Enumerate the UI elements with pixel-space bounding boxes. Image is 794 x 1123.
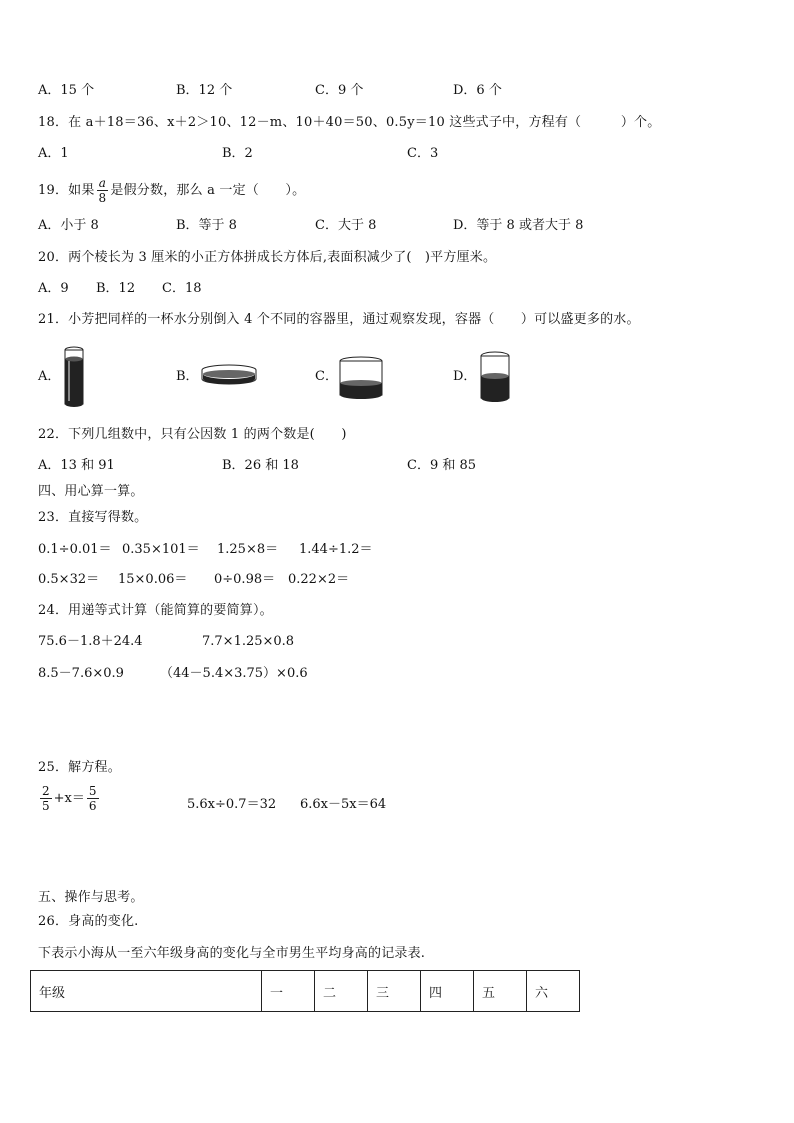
q21-option-c: C． bbox=[315, 369, 338, 384]
q24-item: 7.7×1.25×0.8 bbox=[202, 634, 295, 649]
q23-item: 0÷0.98＝ bbox=[214, 572, 276, 587]
q18-text: 18．在 a＋18＝36、x＋2＞10、12－m、10＋40＝50、0.5y＝10 这些式子中，方程有（ ）个。 bbox=[38, 115, 661, 130]
q17-option-a: A．15 个 bbox=[38, 83, 95, 98]
denominator: 5 bbox=[42, 799, 50, 813]
q19-option-b: B．等于 8 bbox=[176, 218, 237, 233]
grade-cell: 五 bbox=[474, 971, 527, 1012]
q21-option-d: D． bbox=[453, 369, 477, 384]
q19-suffix: 是假分数，那么 a 一定（ ）。 bbox=[110, 183, 306, 198]
q24-item: 8.5－7.6×0.9 bbox=[38, 666, 124, 681]
q19-option-c: C．大于 8 bbox=[315, 218, 377, 233]
q23-text: 23．直接写得数。 bbox=[38, 510, 148, 525]
container-c-wide-beaker-icon bbox=[338, 355, 384, 401]
grade-cell: 四 bbox=[421, 971, 474, 1012]
q22-option-a: A．13 和 91 bbox=[38, 458, 115, 473]
q19-frac-denominator: 8 bbox=[98, 191, 107, 205]
q23-item: 0.35×101＝ bbox=[122, 542, 200, 557]
grade-cell: 六 bbox=[527, 971, 580, 1012]
q25-text: 25．解方程。 bbox=[38, 760, 121, 775]
numerator: 2 bbox=[42, 784, 50, 798]
q17-option-b: B．12 个 bbox=[176, 83, 233, 98]
q19-option-d: D．等于 8 或者大于 8 bbox=[453, 218, 584, 233]
grade-cell: 三 bbox=[368, 971, 421, 1012]
section-5-title: 五、操作与思考。 bbox=[38, 890, 144, 905]
q25-equation-1 bbox=[38, 784, 101, 813]
q22-text: 22．下列几组数中，只有公因数 1 的两个数是( ) bbox=[38, 427, 347, 442]
q24-text: 24．用递等式计算（能简算的要简算）。 bbox=[38, 603, 273, 618]
q23-item: 0.1÷0.01＝ bbox=[38, 542, 112, 557]
denominator: 6 bbox=[88, 799, 97, 813]
numerator: 5 bbox=[88, 784, 97, 798]
q18-option-c: C．3 bbox=[407, 146, 439, 161]
q17-option-d: D．6 个 bbox=[453, 83, 502, 98]
q22-option-c: C．9 和 85 bbox=[407, 458, 477, 473]
q19-fraction bbox=[97, 176, 109, 205]
section-4-title: 四、用心算一算。 bbox=[38, 484, 144, 499]
q25-equation-2: 5.6x÷0.7＝32 bbox=[187, 797, 277, 812]
q23-item: 0.5×32＝ bbox=[38, 572, 100, 587]
q18-option-b: B．2 bbox=[222, 146, 253, 161]
table-row bbox=[31, 971, 580, 1012]
q18-option-a: A．1 bbox=[38, 146, 69, 161]
q23-item: 0.22×2＝ bbox=[288, 572, 350, 587]
height-record-table bbox=[30, 970, 580, 1012]
q19-text bbox=[38, 176, 305, 205]
grade-cell: 一 bbox=[262, 971, 315, 1012]
q23-item: 15×0.06＝ bbox=[118, 572, 188, 587]
q25-equation-1-middle: +x＝ bbox=[53, 791, 85, 806]
container-a-tall-cylinder-icon bbox=[62, 345, 86, 409]
q24-item: 75.6－1.8＋24.4 bbox=[38, 634, 143, 649]
table-header-grade: 年级 bbox=[31, 971, 262, 1012]
q19-frac-numerator: a bbox=[97, 176, 109, 191]
q24-item: （44－5.4×3.75）×0.6 bbox=[160, 666, 308, 681]
q21-option-a: A． bbox=[38, 369, 61, 384]
q25-equation-3: 6.6x－5x＝64 bbox=[300, 797, 387, 812]
q23-item: 1.44÷1.2＝ bbox=[299, 542, 373, 557]
q26-text: 26．身高的变化. bbox=[38, 914, 139, 929]
q19-prefix: 19．如果 bbox=[38, 183, 95, 198]
q22-option-b: B．26 和 18 bbox=[222, 458, 299, 473]
q25-fraction-2 bbox=[87, 784, 99, 813]
q21-text: 21．小芳把同样的一杯水分别倒入 4 个不同的容器里，通过观察发现，容器（ ）可以盛更多的水。 bbox=[38, 312, 640, 327]
q20-text: 20．两个棱长为 3 厘米的小正方体拼成长方体后,表面积减少了( )平方厘米。 bbox=[38, 250, 497, 265]
q17-option-c: C．9 个 bbox=[315, 83, 364, 98]
q26-description: 下表示小海从一至六年级身高的变化与全市男生平均身高的记录表. bbox=[38, 946, 426, 961]
q21-option-b: B． bbox=[176, 369, 199, 384]
q20-option-a: A．9 bbox=[38, 281, 69, 296]
grade-cell: 二 bbox=[315, 971, 368, 1012]
q23-item: 1.25×8＝ bbox=[217, 542, 279, 557]
q20-option-c: C．18 bbox=[162, 281, 202, 296]
container-d-medium-beaker-icon bbox=[478, 350, 512, 404]
container-b-flat-dish-icon bbox=[200, 362, 258, 388]
q20-option-b: B．12 bbox=[96, 281, 136, 296]
q19-option-a: A．小于 8 bbox=[38, 218, 99, 233]
q25-fraction-1 bbox=[40, 784, 52, 813]
